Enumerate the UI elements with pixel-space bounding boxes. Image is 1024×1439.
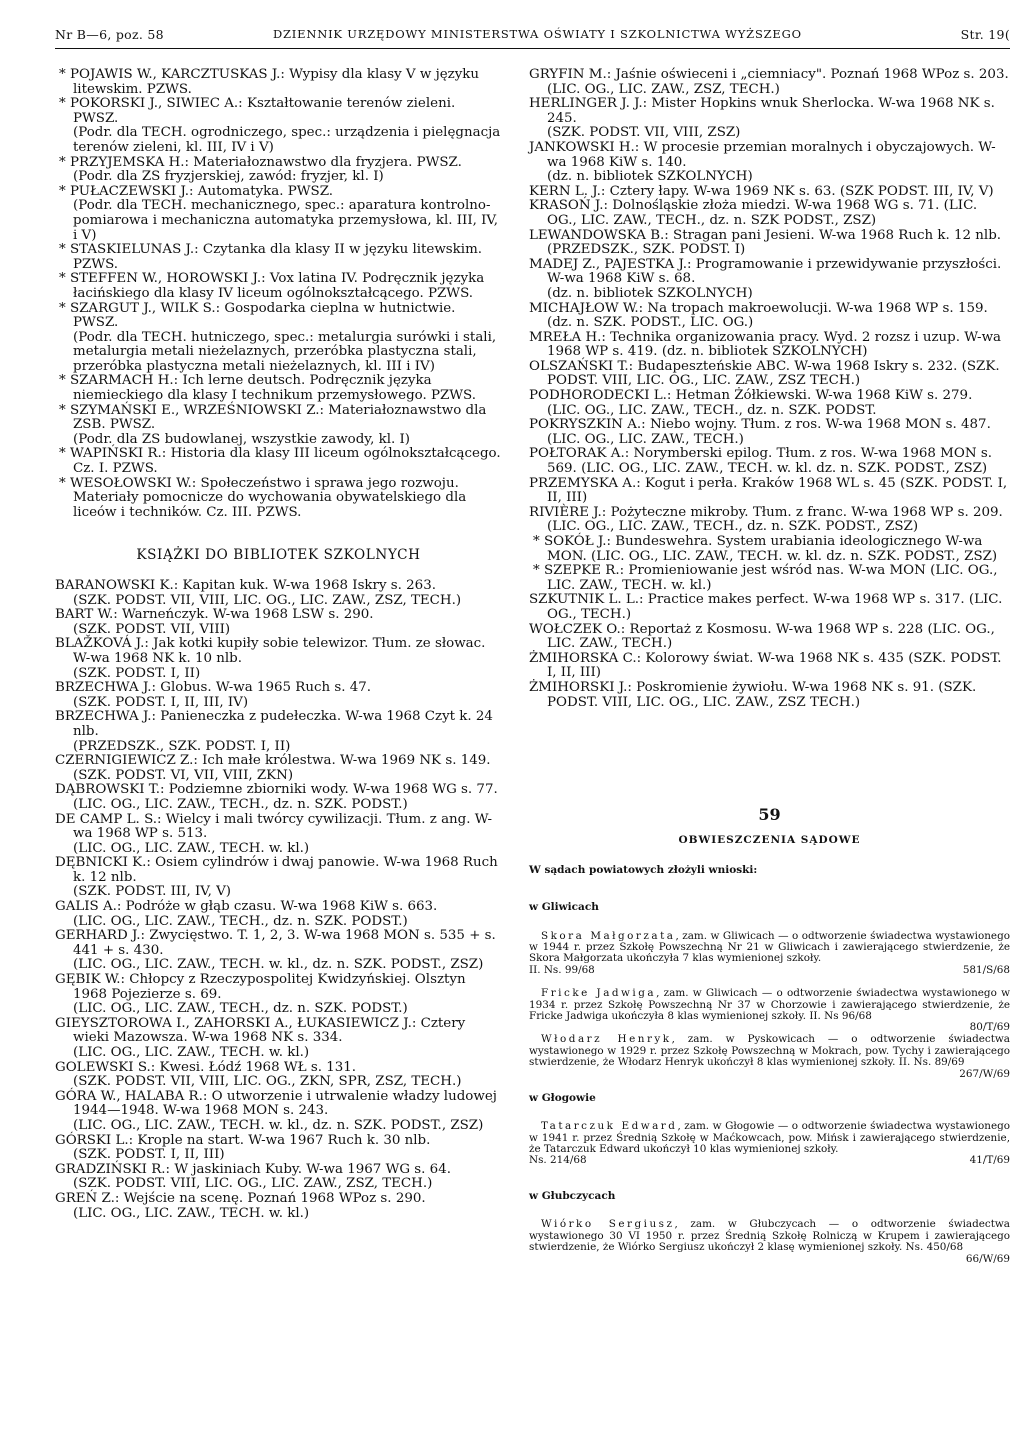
journal-title: DZIENNIK URZĘDOWY MINISTERSTWA OŚWIATY I SZKOLNICTWA WYŻSZEGO — [273, 27, 802, 41]
bibliography-entry — [55, 185, 502, 243]
entry-note: (LIC. OG., LIC. ZAW., TECH. w. kl.) — [73, 840, 310, 856]
notice-text: , zam. w Głogowie — o odtworzenie świadectwa wystawionego w 1941 r. przez Średnią Szkołę w Maćkowcach, pow. Mińsk i zawierającego stwierdzenie, że Tatarczuk Edward ukończył 10 klas wymienionej szkoły. — [529, 1120, 1011, 1155]
entry-note: (SZK. PODST. VII, VIII, LIC. OG., ZKN, SPR, ZSZ, TECH.) — [73, 1074, 462, 1090]
entry-title: MICHAJŁOW W.: Na tropach makroewolucji. W-wa 1968 WP s. 159. (dz. n. SZK. PODST., LIC. OG.) — [529, 300, 988, 331]
entry-title: GÓRSKI L.: Krople na start. W-wa 1967 Ruch k. 30 nlb. — [55, 1132, 431, 1148]
entry-note: (Podr. dla TECH. mechanicznego, spec.: aparatura kontrolno-pomiarowa i mechaniczna automatyka przemysłowa, kl. III, IV, i V) — [73, 198, 499, 243]
entry-title: POKRYSZKIN A.: Niebo wojny. Tłum. z ros. W-wa 1968 MON s. 487. (LIC. OG., LIC. ZAW., TECH.) — [529, 417, 991, 447]
entry-title: WOŁCZEK O.: Reportaż z Kosmosu. W-wa 1968 WP s. 228 (LIC. OG., LIC. ZAW., TECH.) — [529, 621, 995, 652]
registry-number: 267/W/69 — [959, 1067, 1010, 1080]
entry-title: GOLEWSKI S.: Kwesi. Łódź 1968 WŁ s. 131. — [55, 1059, 357, 1075]
registry-number: 581/S/68 — [962, 963, 1010, 976]
notice-text: , zam. w Gliwicach — o odtworzenie świadectwa wystawionego w 1944 r. przez Szkołę Powszechną Nr 21 w Gliwicach i zawierającego stwierdzenie, że Skora Małgorzata ukończyła 7 klas wymienionej szkoły. — [529, 929, 1010, 965]
entry-note: (SZK. PODST. VII, VIII, LIC. OG., LIC. ZAW., ZSZ, TECH.) — [73, 592, 462, 608]
left-column — [55, 68, 502, 1221]
bibliography-entry — [529, 97, 1010, 141]
court-notice — [529, 1218, 1010, 1265]
entry-title: GREŃ Z.: Wejście na scenę. Poznań 1968 WPoz s. 290. — [55, 1190, 426, 1206]
entry-title: * PUŁACZEWSKI J.: Automatyka. PWSZ. — [59, 183, 334, 199]
bibliography-entry — [529, 535, 1010, 564]
bibliography-entry — [55, 856, 502, 900]
entry-title: GERHARD J.: Zwycięstwo. T. 1, 2, 3. W-wa 1968 MON s. 535 + s. 441 + s. 430. — [55, 928, 496, 958]
entry-note: (LIC. OG., LIC. ZAW., ZSZ, TECH.) — [547, 81, 780, 97]
library-list-right — [529, 68, 1010, 710]
entry-note: (LIC. OG., LIC. ZAW., TECH. w. kl.) — [73, 1045, 310, 1060]
bibliography-entry — [55, 900, 502, 929]
bibliography-entry — [529, 418, 1010, 447]
applicant-name: Wiórko Sergiusz — [541, 1218, 675, 1231]
bibliography-entry — [55, 1163, 502, 1192]
section-title: OBWIESZCZENIA SĄDOWE — [678, 833, 861, 846]
entry-title: GIEYSZTOROWA I., ZAHORSKI A., ŁUKASIEWICZ J.: Cztery wieki Mazowsza. W-wa 1968 NK s. 334. — [55, 1015, 466, 1046]
entry-note: (LIC. OG., LIC. ZAW., TECH., dz. n. SZK. PODST.) — [73, 1001, 408, 1017]
entry-note: (dz. n. bibliotek SZKOLNYCH) — [547, 285, 753, 301]
court-name: w Gliwicach — [529, 900, 599, 913]
bibliography-entry — [55, 272, 502, 301]
entry-note: (SZK. PODST. I, II) — [73, 665, 201, 681]
notice-text: , zam. w Gliwicach — o odtworzenie świadectwa wystawionego w 1934 r. przez Szkołę Powszechną Nr 37 w Chorzowie i zawierającego stwierdzenie, że Fricke Jadwiga ukończyła 8 klas wymienionej szkoły. II. Ns 96/68 — [529, 987, 1010, 1022]
bibliography-entry — [55, 813, 502, 857]
entry-title: * SZARGUT J., WILK S.: Gospodarka cieplna w hutnictwie. PWSZ. — [59, 300, 456, 331]
registry-number: 80/T/69 — [969, 1021, 1010, 1034]
entry-title: * STASKIELUNAS J.: Czytanka dla klasy II w języku litewskim. PZWS. — [59, 242, 483, 272]
bibliography-entry — [55, 1090, 502, 1134]
bibliography-entry — [55, 243, 502, 272]
court-notices — [529, 900, 1011, 1265]
bibliography-entry — [55, 681, 502, 710]
entry-note: (SZK. PODST. VII, VIII) — [73, 621, 231, 637]
entry-title: * POJAWIS W., KARCZTUSKAS J.: Wypisy dla klasy V w języku litewskim. PZWS. — [59, 67, 480, 97]
entry-title: GRYFIN M.: Jaśnie oświeceni i „ciemniacy". Poznań 1968 WPoz s. 203. — [529, 67, 1009, 82]
notice-text: , zam. w Pyskowicach — o odtworzenie świadectwa wystawionego w 1929 r. przez Szkołę Powszechną w Mokrach, pow. Tychy i zawierającego stwierdzenie, że Włodarz Henryk ukończył 8 klas wymienionej szkoły. II. Ns. 89/69 — [529, 1033, 1010, 1069]
bibliography-entry — [529, 199, 1010, 228]
bibliography-entry — [529, 389, 1010, 418]
bibliography-entry — [55, 579, 502, 608]
entry-title: HERLINGER J. J.: Mister Hopkins wnuk Sherlocka. W-wa 1968 NK s. 245. — [529, 96, 995, 126]
page-number: Str. 19( — [960, 27, 1010, 42]
entry-note: (SZK. PODST. III, IV, V) — [73, 884, 231, 900]
bibliography-entry — [529, 623, 1010, 652]
entry-title: SZKUTNIK L. L.: Practice makes perfect. W-wa 1968 WP s. 317. (LIC. OG., TECH.) — [529, 592, 1003, 622]
entry-title: OLSZAŃSKI T.: Budapeszteńskie ABC. W-wa 1968 Iskry s. 232. (SZK. PODST. VIII, LIC. OG., LIC. ZAW., ZSZ TECH.) — [529, 358, 1000, 389]
entry-title: BART W.: Warneńczyk. W-wa 1968 LSW s. 290. — [55, 607, 374, 623]
bibliography-entry — [529, 141, 1010, 185]
entry-note: (LIC. OG., LIC. ZAW., TECH. w. kl., dz. n. SZK. PODST., ZSZ) — [73, 957, 484, 973]
entry-title: * STEFFEN W., HOROWSKI J.: Vox latina IV. Podręcznik języka łacińskiego dla klasy IV liceum ogólnokształcącego. PZWS. — [59, 271, 485, 301]
entry-title: BRZECHWA J.: Panieneczka z pudełeczka. W-wa 1968 Czyt k. 24 nlb. — [55, 709, 493, 739]
bibliography-entry — [55, 447, 502, 476]
entry-note: (LIC. OG., LIC. ZAW., TECH. w. kl., dz. n. SZK. PODST., ZSZ) — [73, 1117, 484, 1133]
entry-note: (Podr. dla ZS fryzjerskiej, zawód: fryzjer, kl. I) — [73, 169, 384, 185]
library-list-left — [55, 579, 502, 1221]
entry-title: DĄBROWSKI T.: Podziemne zbiorniki wody. W-wa 1968 WG s. 77. — [55, 782, 498, 798]
entry-title: ŻMIHORSKA C.: Kolorowy świat. W-wa 1968 NK s. 435 (SZK. PODST. I, II, III) — [529, 650, 1002, 681]
entry-title: MREŁA H.: Technika organizowania pracy. Wyd. 2 rozsz i uzup. W-wa 1968 WP s. 419. (dz. n. bibliotek SZKOLNYCH) — [529, 329, 1002, 360]
bibliography-entry — [55, 637, 502, 681]
bibliography-entry — [529, 360, 1010, 389]
entry-note: (LIC. OG., LIC. ZAW., TECH. w. kl.) — [73, 1205, 310, 1221]
notice-reference — [529, 965, 1010, 976]
entry-title: DE CAMP L. S.: Wielcy i mali twórcy cywilizacji. Tłum. z ang. W-wa 1968 WP s. 513. — [55, 811, 493, 842]
entry-note: (Podr. dla TECH. hutniczego, spec.: metalurgia surówki i stali, metalurgia metali nieżelaznych, przeróbka plastyczna stali, przeróbka plastyczna metali nieżelaznych, kl. III i IV) — [73, 329, 497, 374]
entry-title: PODHORODECKI L.: Hetman Żółkiewski. W-wa 1968 KiW s. 279. (LIC. OG., LIC. ZAW., TECH., dz. n. SZK. PODST. — [529, 388, 973, 418]
bibliography-entry — [55, 1134, 502, 1163]
applicant-name: Fricke Jadwiga — [541, 987, 657, 1000]
entry-title: * SZARMACH H.: Ich lerne deutsch. Podręcznik języka niemieckiego dla klasy I technikum przemysłowego. PZWS. — [59, 373, 477, 404]
bibliography-entry — [55, 302, 502, 375]
entry-title: GÓRA W., HALABA R.: O utworzenie i utrwalenie władzy ludowej 1944—1948. W-wa 1968 MON s. 243. — [55, 1088, 497, 1119]
entry-note: (dz. n. bibliotek SZKOLNYCH) — [547, 169, 753, 185]
entry-note: (SZK. PODST. I, II, III) — [73, 1147, 225, 1163]
bibliography-entry — [55, 477, 502, 521]
court-notice — [529, 931, 1010, 977]
document-page — [55, 24, 1010, 1424]
bibliography-entry — [529, 229, 1010, 258]
entry-title: BARANOWSKI K.: Kapitan kuk. W-wa 1968 Iskry s. 263. — [55, 578, 436, 593]
entry-title: * WESOŁOWSKI W.: Społeczeństwo i sprawa jego rozwoju. Materiały pomocnicze do wychowania obywatelskiego dla liceów i techników. Cz. III. PZWS. — [59, 475, 467, 520]
entry-title: * PRZYJEMSKA H.: Materiałoznawstwo dla fryzjera. PWSZ. — [59, 154, 462, 170]
entry-title: BLAŽKOVÁ J.: Jak kotki kupiły sobie telewizor. Tłum. ze słowac. W-wa 1968 NK k. 10 nlb. — [55, 636, 486, 666]
court-notice — [529, 987, 1010, 1034]
bibliography-entry — [55, 710, 502, 754]
applicant-name: Tatarczuk Edward — [541, 1120, 678, 1133]
registry-number: 41/T/69 — [969, 1154, 1010, 1167]
court-notice — [529, 1121, 1010, 1167]
bibliography-entry — [55, 1061, 502, 1090]
entry-title: BRZECHWA J.: Globus. W-wa 1965 Ruch s. 47. — [55, 680, 372, 696]
textbook-list — [55, 68, 502, 520]
bibliography-entry — [529, 68, 1010, 97]
library-heading: KSIĄŻKI DO BIBLIOTEK SZKOLNYCH — [136, 547, 421, 564]
notice-text: , zam. w Głubczycach — o odtworzenie świadectwa wystawionego 30 VI 1950 r. przez Średnią Szkołę Rolniczą w Krupem i zawierającego stwierdzenie, że Wiórko Sergiusz ukończył 2 klasę wymienionej szkoły. Ns. 450/68 — [529, 1218, 1010, 1254]
entry-note: (SZK. PODST. VIII, LIC. OG., LIC. ZAW., ZSZ, TECH.) — [73, 1176, 433, 1192]
entry-title: KRASOŃ J.: Dolnośląskie złoża miedzi. W-wa 1968 WG s. 71. (LIC. OG., LIC. ZAW., TECH., dz. n. SZK PODST., ZSZ) — [529, 198, 978, 228]
entry-title: JANKOWSKI H.: W procesie przemian moralnych i obyczajowych. W-wa 1968 KiW s. 140. — [529, 139, 996, 170]
right-column — [529, 68, 1010, 1266]
bibliography-entry — [55, 404, 502, 448]
case-number: Ns. 214/68 — [529, 1154, 587, 1167]
issue-number: Nr B—6, poz. 58 — [55, 27, 164, 42]
bibliography-entry — [529, 477, 1010, 506]
section-intro: W sądach powiatowych złożyli wnioski: — [529, 864, 758, 877]
bibliography-entry — [529, 681, 1010, 710]
entry-title: RIVIÈRE J.: Pożyteczne mikroby. Tłum. z franc. W-wa 1968 WP s. 209. (LIC. OG., LIC. ZAW., TECH., dz. n. SZK. PODST., ZSZ) — [529, 504, 1003, 535]
entry-note: (Podr. dla ZS budowlanej, wszystkie zawody, kl. I) — [73, 431, 411, 447]
entry-note: (LIC. OG., LIC. ZAW., TECH., dz. n. SZK. PODST.) — [73, 796, 408, 812]
entry-title: * SZEPKE R.: Promieniowanie jest wśród nas. W-wa MON (LIC. OG., LIC. ZAW., TECH. w. kl.) — [533, 563, 998, 593]
bibliography-entry — [55, 97, 502, 155]
bibliography-entry — [529, 564, 1010, 593]
notice-reference — [529, 1155, 1010, 1166]
bibliography-entry — [529, 302, 1010, 331]
bibliography-entry — [529, 258, 1010, 302]
entry-note: (LIC. OG., LIC. ZAW., TECH., dz. n. SZK. PODST.) — [73, 913, 408, 929]
entry-note: (Podr. dla TECH. ogrodniczego, spec.: urządzenia i pielęgnacja terenów zieleni, kl. III, IV i V) — [73, 125, 501, 155]
bibliography-entry — [55, 68, 502, 97]
entry-title: * SOKÓŁ J.: Bundeswehra. System urabiania ideologicznego W-wa MON. (LIC. OG., LIC. ZAW., TECH. w. kl. dz. n. SZK. PODST., ZSZ) — [533, 534, 998, 564]
court-name: w Głogowie — [529, 1091, 596, 1104]
court-notice — [529, 1033, 1010, 1080]
bibliography-entry — [55, 973, 502, 1017]
entry-note: (SZK. PODST. I, II, III, IV) — [73, 694, 249, 710]
bibliography-entry — [55, 608, 502, 637]
entry-note: (SZK. PODST. VII, VIII, ZSZ) — [547, 125, 741, 141]
bibliography-entry — [529, 506, 1010, 535]
entry-title: * SZYMAŃSKI E., WRZEŚNIOWSKI Z.: Materiałoznawstwo dla ZSB. PWSZ. — [59, 402, 487, 433]
bibliography-entry — [529, 331, 1010, 360]
case-number: II. Ns. 99/68 — [529, 963, 595, 976]
entry-title: LEWANDOWSKA B.: Stragan pani Jesieni. W-wa 1968 Ruch k. 12 nlb. (PRZEDSZK., SZK. PODST. I) — [529, 227, 1002, 258]
entry-title: GRADZIŃSKI R.: W jaskiniach Kuby. W-wa 1967 WG s. 64. — [55, 1161, 451, 1177]
entry-title: CZERNIGIEWICZ Z.: Ich małe królestwa. W-wa 1969 NK s. 149. — [55, 753, 491, 769]
entry-title: POŁTORAK A.: Norymberski epilog. Tłum. z ros. W-wa 1968 MON s. 569. (LIC. OG., LIC. ZAW., TECH. w. kl. dz. n. SZK. PODST., ZSZ) — [529, 446, 992, 477]
bibliography-entry — [55, 929, 502, 973]
registry-number: 66/W/69 — [965, 1252, 1010, 1265]
entry-title: ŻMIHORSKI J.: Poskromienie żywiołu. W-wa 1968 NK s. 91. (SZK. PODST. VIII, LIC. OG., LIC. ZAW., ZSZ TECH.) — [529, 679, 977, 710]
court-name: w Głubczycach — [529, 1189, 616, 1202]
entry-title: PRZEMYSKA A.: Kogut i perła. Kraków 1968 WL s. 45 (SZK. PODST. I, II, III) — [529, 475, 1008, 506]
bibliography-entry — [55, 754, 502, 783]
bibliography-entry — [55, 1017, 502, 1061]
bibliography-entry — [529, 447, 1010, 476]
section-number: 59 — [758, 805, 781, 825]
entry-title: GALIS A.: Podróże w głąb czasu. W-wa 1968 KiW s. 663. — [55, 899, 438, 915]
page-header — [55, 24, 1010, 49]
bibliography-entry — [529, 652, 1010, 681]
applicant-name: Włodarz Henryk — [541, 1033, 672, 1046]
entry-title: MADEJ Z., PAJESTKA J.: Programowanie i przewidywanie przyszłości. W-wa 1968 KiW s. 68. — [529, 256, 1002, 287]
entry-title: KERN L. J.: Cztery łapy. W-wa 1969 NK s. 63. (SZK PODST. III, IV, V) — [529, 183, 994, 199]
bibliography-entry — [55, 156, 502, 185]
bibliography-entry — [55, 783, 502, 812]
entry-title: * WAPIŃSKI R.: Historia dla klasy III liceum ogólnokształcącego. Cz. I. PZWS. — [59, 446, 501, 477]
bibliography-entry — [529, 593, 1010, 622]
entry-note: (SZK. PODST. VI, VII, VIII, ZKN) — [73, 767, 294, 783]
bibliography-entry — [55, 374, 502, 403]
applicant-name: Skora Małgorzata — [541, 929, 676, 942]
entry-title: DĘBNICKI K.: Osiem cylindrów i dwaj panowie. W-wa 1968 Ruch k. 12 nlb. — [55, 855, 498, 885]
bibliography-entry — [55, 1192, 502, 1221]
entry-title: * POKORSKI J., SIWIEC A.: Kształtowanie terenów zieleni. PWSZ. — [59, 96, 456, 126]
entry-note: (PRZEDSZK., SZK. PODST. I, II) — [73, 738, 291, 754]
entry-title: GĘBIK W.: Chłopcy z Rzeczypospolitej Kwidzyńskiej. Olsztyn 1968 Pojezierze s. 69. — [55, 972, 466, 1002]
